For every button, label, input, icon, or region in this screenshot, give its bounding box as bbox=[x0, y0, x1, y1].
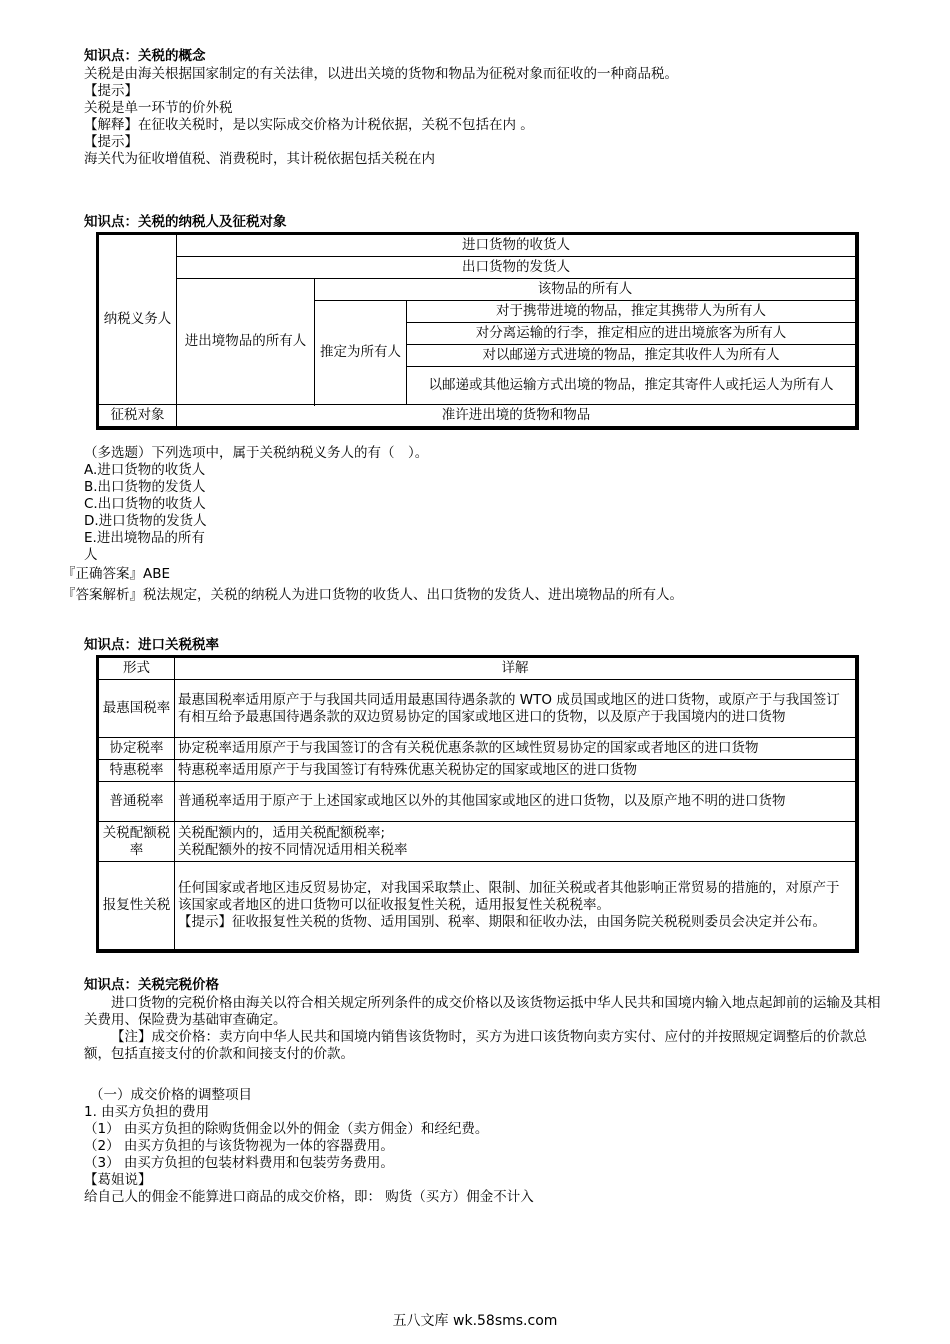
section-dutiable-body bbox=[84, 995, 892, 1063]
footer-watermark: 五八文库 wk.58sms.com bbox=[392, 1313, 558, 1329]
taxpayer-table bbox=[96, 232, 859, 430]
option: B.出口货物的发货人 bbox=[84, 479, 206, 495]
question-block bbox=[84, 445, 884, 564]
paragraph: 给自己人的佣金不能算进口商品的成交价格，即： 购货（买方）佣金不计入 bbox=[84, 1189, 534, 1205]
rate-form: 协定税率 bbox=[99, 738, 175, 760]
rate-detail: 普通税率适用于原产于上述国家或地区以外的其他国家或地区的进口货物，以及原产地不明的进口货物 bbox=[175, 782, 856, 822]
option: C.出口货物的收货人 bbox=[84, 496, 206, 512]
table-cell: 进出境物品的所有人 bbox=[177, 279, 315, 405]
tip-label: 【葛姐说】 bbox=[84, 1172, 152, 1188]
option: E.进出境物品的所有 bbox=[84, 530, 205, 546]
rate-form: 报复性关税 bbox=[99, 862, 175, 950]
rate-detail-cell bbox=[175, 862, 856, 950]
section-dutiable-value bbox=[84, 977, 884, 994]
paragraph: 进口货物的完税价格由海关以符合相关规定所列条件的成交价格以及该货物运抵中华人民共和国境内输入地点起卸前的运输及其相关费用、保险费为基础审查确定。 bbox=[84, 995, 881, 1028]
rate-detail: 关税配额外的按不同情况适用相关税率 bbox=[178, 841, 408, 858]
list-item: （3） 由买方负担的包装材料费用和包装劳务费用。 bbox=[84, 1155, 394, 1171]
section-heading: 知识点：关税完税价格 bbox=[84, 977, 219, 993]
table-cell: 出口货物的发货人 bbox=[177, 257, 856, 279]
rate-table bbox=[96, 655, 859, 953]
table-cell: 该物品的所有人 bbox=[315, 279, 856, 301]
rate-detail: 最惠国税率适用原产于与我国共同适用最惠国待遇条款的 WTO 成员国或地区的进口货物，或原产于与我国签订有相互给予最惠国待遇条款的双边贸易协定的国家或地区进口的货物，以及原产于我国境内的进口货物 bbox=[175, 680, 856, 738]
analysis: 『答案解析』税法规定，关税的纳税人为进口货物的收货人、出口货物的发货人、进出境物品的所有人。 bbox=[62, 587, 683, 603]
option: D.进口货物的发货人 bbox=[84, 513, 207, 529]
rate-detail: 关税配额内的，适用关税配额税率; bbox=[178, 824, 386, 841]
option: A.进口货物的收货人 bbox=[84, 462, 206, 478]
answer-block bbox=[62, 566, 862, 604]
section-heading: 知识点：关税的纳税人及征税对象 bbox=[84, 214, 287, 230]
section-heading: 知识点：进口关税税率 bbox=[84, 637, 219, 653]
rate-form: 最惠国税率 bbox=[99, 680, 175, 738]
section-import-rate bbox=[84, 637, 884, 654]
list-item: （2） 由买方负担的与该货物视为一体的容器费用。 bbox=[84, 1138, 394, 1154]
rate-detail-cell bbox=[175, 822, 856, 862]
paragraph: 关税是由海关根据国家制定的有关法律，以进出关境的货物和物品为征税对象而征收的一种商品税。 bbox=[84, 66, 678, 82]
question-text: （多选题）下列选项中，属于关税纳税义务人的有（ ）。 bbox=[84, 445, 429, 461]
rate-form: 关税配额税率 bbox=[99, 822, 175, 862]
table-header: 形式 bbox=[99, 658, 175, 680]
table-header: 详解 bbox=[175, 658, 856, 680]
table-cell: 对分离运输的行李，推定相应的进出境旅客为所有人 bbox=[407, 323, 856, 345]
sub-heading: （一）成交价格的调整项目 bbox=[90, 1087, 252, 1103]
section-tariff-concept bbox=[84, 48, 884, 168]
table-cell: 以邮递或其他运输方式出境的物品，推定其寄件人或托运人为所有人 bbox=[407, 367, 856, 405]
option: 人 bbox=[84, 547, 98, 563]
list-item: 1. 由买方负担的费用 bbox=[84, 1104, 210, 1120]
paragraph: 【解释】在征收关税时，是以实际成交价格为计税依据，关税不包括在内 。 bbox=[84, 117, 534, 133]
table-cell: 准许进出境的货物和物品 bbox=[177, 405, 856, 427]
paragraph: 关税是单一环节的价外税 bbox=[84, 100, 233, 116]
tip-label: 【提示】 bbox=[84, 83, 138, 99]
rate-detail: 特惠税率适用原产于与我国签订有特殊优惠关税协定的国家或地区的进口货物 bbox=[175, 760, 856, 782]
rate-form: 特惠税率 bbox=[99, 760, 175, 782]
section-heading: 知识点：关税的概念 bbox=[84, 48, 206, 64]
section-taxpayer bbox=[84, 214, 884, 231]
rate-form: 普通税率 bbox=[99, 782, 175, 822]
rate-detail: 协定税率适用原产于与我国签订的含有关税优惠条款的区域性贸易协定的国家或者地区的进口货物 bbox=[175, 738, 856, 760]
table-cell: 推定为所有人 bbox=[315, 301, 407, 405]
taxpayer-label: 纳税义务人 bbox=[99, 235, 177, 405]
list-item: （1） 由买方负担的除购货佣金以外的佣金（卖方佣金）和经纪费。 bbox=[84, 1121, 489, 1137]
tip-label: 【提示】 bbox=[84, 134, 138, 150]
table-cell: 对以邮递方式进境的物品，推定其收件人为所有人 bbox=[407, 345, 856, 367]
answer: 『正确答案』ABE bbox=[62, 566, 171, 582]
paragraph: 海关代为征收增值税、消费税时，其计税依据包括关税在内 bbox=[84, 151, 435, 167]
rate-detail: 【提示】征收报复性关税的货物、适用国别、税率、期限和征收办法，由国务院关税税则委员会决定并公布。 bbox=[178, 914, 826, 930]
rate-detail: 任何国家或者地区违反贸易协定，对我国采取禁止、限制、加征关税或者其他影响正常贸易的措施的，对原产于该国家或者地区的进口货物可以征收报复性关税，适用报复性关税税率。 bbox=[178, 880, 840, 913]
paragraph: 【注】成交价格：卖方向中华人民共和国境内销售该货物时，买方为进口该货物向卖方实付、应付的并按照规定调整后的价款总额，包括直接支付的价款和间接支付的价款。 bbox=[84, 1029, 867, 1062]
object-label: 征税对象 bbox=[99, 405, 177, 427]
table-cell: 进口货物的收货人 bbox=[177, 235, 856, 257]
table-cell: 对于携带进境的物品，推定其携带人为所有人 bbox=[407, 301, 856, 323]
adjustment-items bbox=[84, 1087, 884, 1206]
